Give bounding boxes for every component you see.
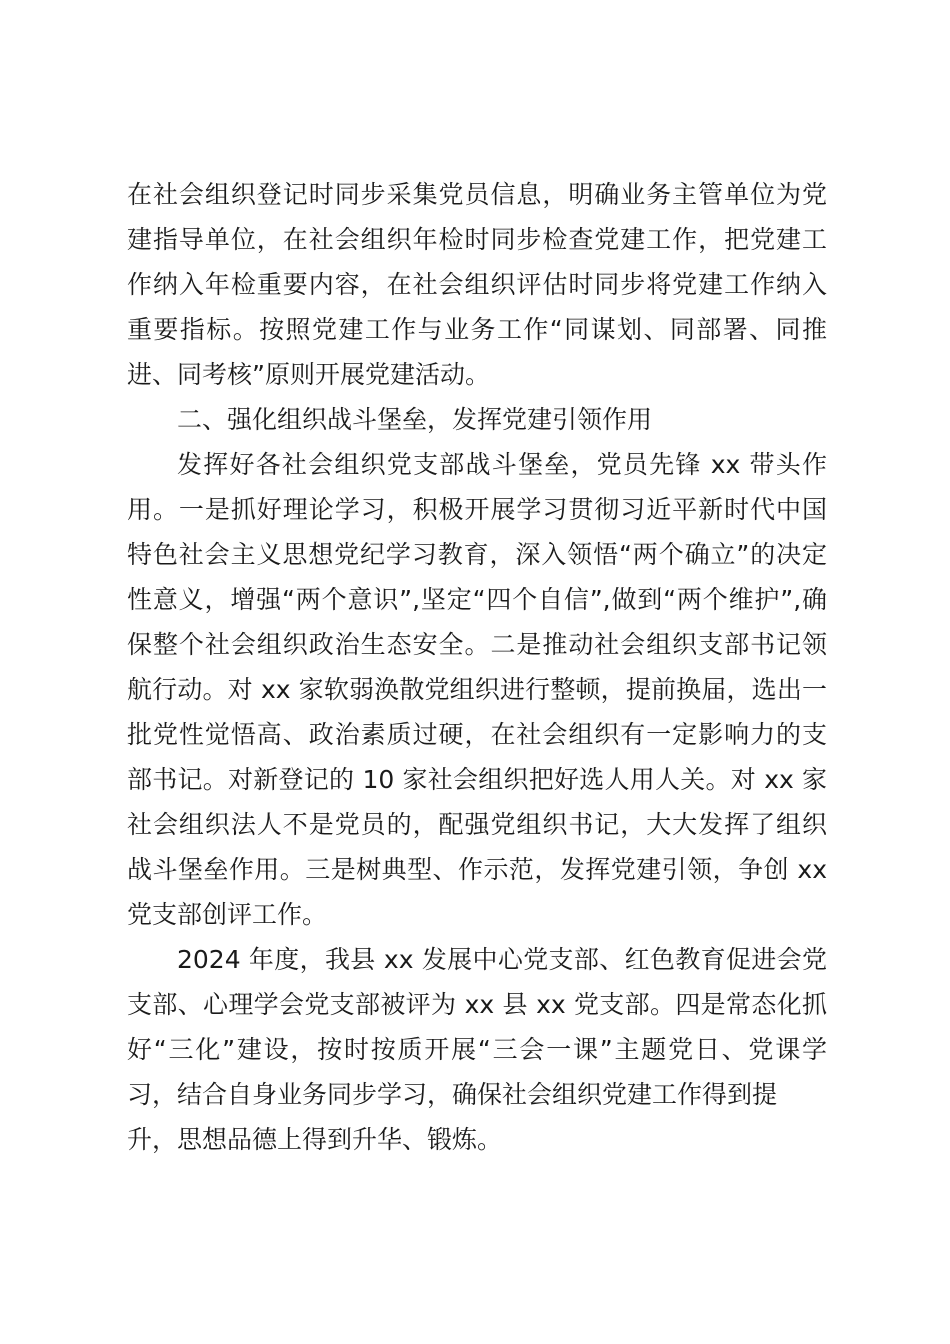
text-line: 保整个社会组织政治生态安全。二是推动社会组织支部书记领 bbox=[127, 630, 827, 659]
text-line: 用。一是抓好理论学习，积极开展学习贯彻习近平新时代中国 bbox=[127, 495, 827, 524]
text-line: 升，思想品德上得到升华、锻炼。 bbox=[127, 1125, 503, 1154]
text-line: 作纳入年检重要内容，在社会组织评估时同步将党建工作纳入 bbox=[127, 270, 827, 299]
body-text bbox=[127, 172, 827, 1162]
text-line: 战斗堡垒作用。三是树典型、作示范，发挥党建引领，争创 xx bbox=[127, 855, 827, 884]
text-line: 社会组织法人不是党员的，配强党组织书记，大大发挥了组织 bbox=[127, 810, 827, 839]
text-line: 性意义，增强“两个意识”,坚定“四个自信”,做到“两个维护”,确 bbox=[127, 585, 827, 614]
text-line: 好“三化”建设，按时按质开展“三会一课”主题党日、党课学 bbox=[127, 1035, 827, 1064]
text-line: 重要指标。按照党建工作与业务工作“同谋划、同部署、同推 bbox=[127, 315, 827, 344]
text-line: 建指导单位，在社会组织年检时同步检查党建工作，把党建工 bbox=[127, 225, 827, 254]
text-line: 在社会组织登记时同步采集党员信息，明确业务主管单位为党 bbox=[127, 180, 827, 209]
section-heading: 二、强化组织战斗堡垒，发挥党建引领作用 bbox=[177, 405, 653, 434]
text-line: 发挥好各社会组织党支部战斗堡垒，党员先锋 xx 带头作 bbox=[177, 450, 827, 479]
text-line: 2024 年度，我县 xx 发展中心党支部、红色教育促进会党 bbox=[177, 945, 827, 974]
text-line: 航行动。对 xx 家软弱涣散党组织进行整顿，提前换届，选出一 bbox=[127, 675, 827, 704]
text-line: 部书记。对新登记的 10 家社会组织把好选人用人关。对 xx 家 bbox=[127, 765, 827, 794]
text-line: 批党性觉悟高、政治素质过硬，在社会组织有一定影响力的支 bbox=[127, 720, 827, 749]
text-line: 进、同考核”原则开展党建活动。 bbox=[127, 360, 490, 389]
text-line: 习，结合自身业务同步学习，确保社会组织党建工作得到提 bbox=[127, 1080, 778, 1109]
text-line: 党支部创评工作。 bbox=[127, 900, 328, 929]
text-line: 特色社会主义思想党纪学习教育，深入领悟“两个确立”的决定 bbox=[127, 540, 827, 569]
text-line: 支部、心理学会党支部被评为 xx 县 xx 党支部。四是常态化抓 bbox=[127, 990, 827, 1019]
